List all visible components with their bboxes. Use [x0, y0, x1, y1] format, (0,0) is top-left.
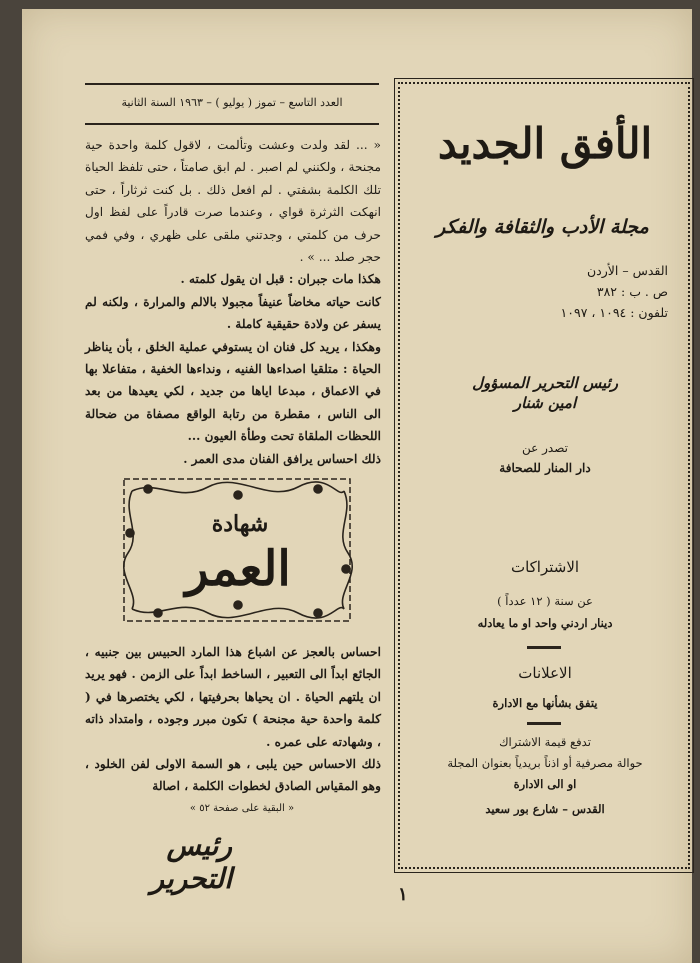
- article-paragraph: « ... لقد ولدت وعشت وتألمت ، لاقول كلمة واحدة حية مجنحة ، ولكنني لم اصبر . لم ابق صامتاً ، حتى تلفظ الحياة تلك الكلمة بشفتي . لم افعل ذلك . بل كنت ثرثاراً ، حتى انهكت الثرثرة قواي ، وعندما صرت قادراً على لفظ اول حرف من كلمتي ، وجدتني ملقى على ظهري ، وفي فمي حجر صلد ... » .: [85, 138, 381, 265]
- phone: تلفون : ١٠٩٤ ، ١٠٩٧: [560, 305, 668, 320]
- article-continuation: [85, 641, 381, 798]
- editorial-credit: [420, 374, 670, 412]
- shahadat-al-umr-emblem: [118, 473, 356, 627]
- address: القدس – شارع بور سعيد: [485, 802, 605, 816]
- location: القدس – الأردن: [586, 263, 668, 278]
- magazine-title: الأفق الجديد: [437, 119, 653, 168]
- article-paragraph: وهكذا ، يريد كل فنان ان يستوفي عملية الخلق ، بأن يناظر الحياة : متلقيا اصداءها الفنيه ، ونداءها الخفية ، متفاعلا بها في الاعماق ، مبدعا اياها من جديد ، لكي يعيدها من بعد الى الناس ، مقطرة من رتابة الواقع مصفاة من ضحالة اللحظات الملقاة تحت وطأة العيون ...: [85, 339, 381, 444]
- publisher: [420, 438, 670, 478]
- po-box: ص . ب : ٣٨٢: [596, 284, 668, 299]
- article-paragraph: ذلك الاحساس حين يلبى ، هو السمة الاولى لفن الخلود ، وهو المقياس الصادق لخطوات الكلمة ، اصالة: [85, 757, 381, 794]
- magazine-page: [22, 9, 692, 963]
- editorial-article: [85, 134, 381, 470]
- divider: [527, 722, 561, 725]
- article-paragraph: احساس بالعجز عن اشباع هذا المارد الحبيس بين جنبيه ، الجائع ابداً الى التعبير ، الساخط ابداً على الزمن . فهو يريد ان يلتهم الحياة . ان يحياها بحرفيتها ، لكي يختصرها في ( كلمة واحدة حية مجنحة ) تكون مبرر وجوده ، وامتداد ذاته ، وشهادته على عمره .: [85, 645, 381, 749]
- magazine-subtitle: مجلة الأدب والثقافة والفكر: [436, 216, 649, 238]
- publishing-house: دار المنار للصحافة: [499, 461, 591, 475]
- advertisements-heading: الاعلانات: [518, 664, 572, 682]
- payment-info: [414, 732, 676, 820]
- issue-header: العدد التاسع – تموز ( يوليو ) – ١٩٦٣ السنة الثانية: [85, 83, 379, 125]
- contact-info: [488, 260, 668, 323]
- subscription-price: دينار اردني واحد او ما يعادله: [477, 616, 613, 630]
- issued-by: تصدر عن: [522, 441, 568, 455]
- emblem-word-top: شهادة: [211, 511, 269, 537]
- payment-line: حوالة مصرفية أو اذناً بريدياً بعنوان المجلة: [447, 756, 643, 770]
- article-paragraph: كانت حياته مخاضاً عنيفاً مجبولا بالالم والمرارة ، ولكنه لم يسفر عن ولادة حقيقية كاملة .: [85, 294, 381, 332]
- subscription-period: عن سنة ( ١٢ عدداً ): [497, 594, 593, 608]
- payment-line: او الى الادارة: [513, 777, 577, 791]
- page-number: ١: [398, 884, 408, 905]
- editor-role: رئيس التحرير المسؤول: [472, 374, 618, 392]
- emblem-word-main: العمر: [185, 541, 291, 597]
- payment-line: تدفع قيمة الاشتراك: [499, 735, 591, 749]
- article-paragraph: هكذا مات جبران : قبل ان يقول كلمته .: [180, 272, 381, 287]
- advertisement-terms: يتفق بشأنها مع الادارة: [492, 696, 598, 710]
- masthead-box: [398, 82, 690, 869]
- subscriptions-heading: الاشتراكات: [510, 558, 580, 576]
- article-paragraph: ذلك احساس يرافق الفنان مدى العمر .: [183, 451, 381, 466]
- editor-signature: رئيس التحرير: [150, 829, 232, 895]
- divider: [527, 646, 561, 649]
- continued-note: « البقية على صفحة ٥٢ »: [189, 803, 295, 814]
- editor-name: امين شنار: [513, 394, 577, 412]
